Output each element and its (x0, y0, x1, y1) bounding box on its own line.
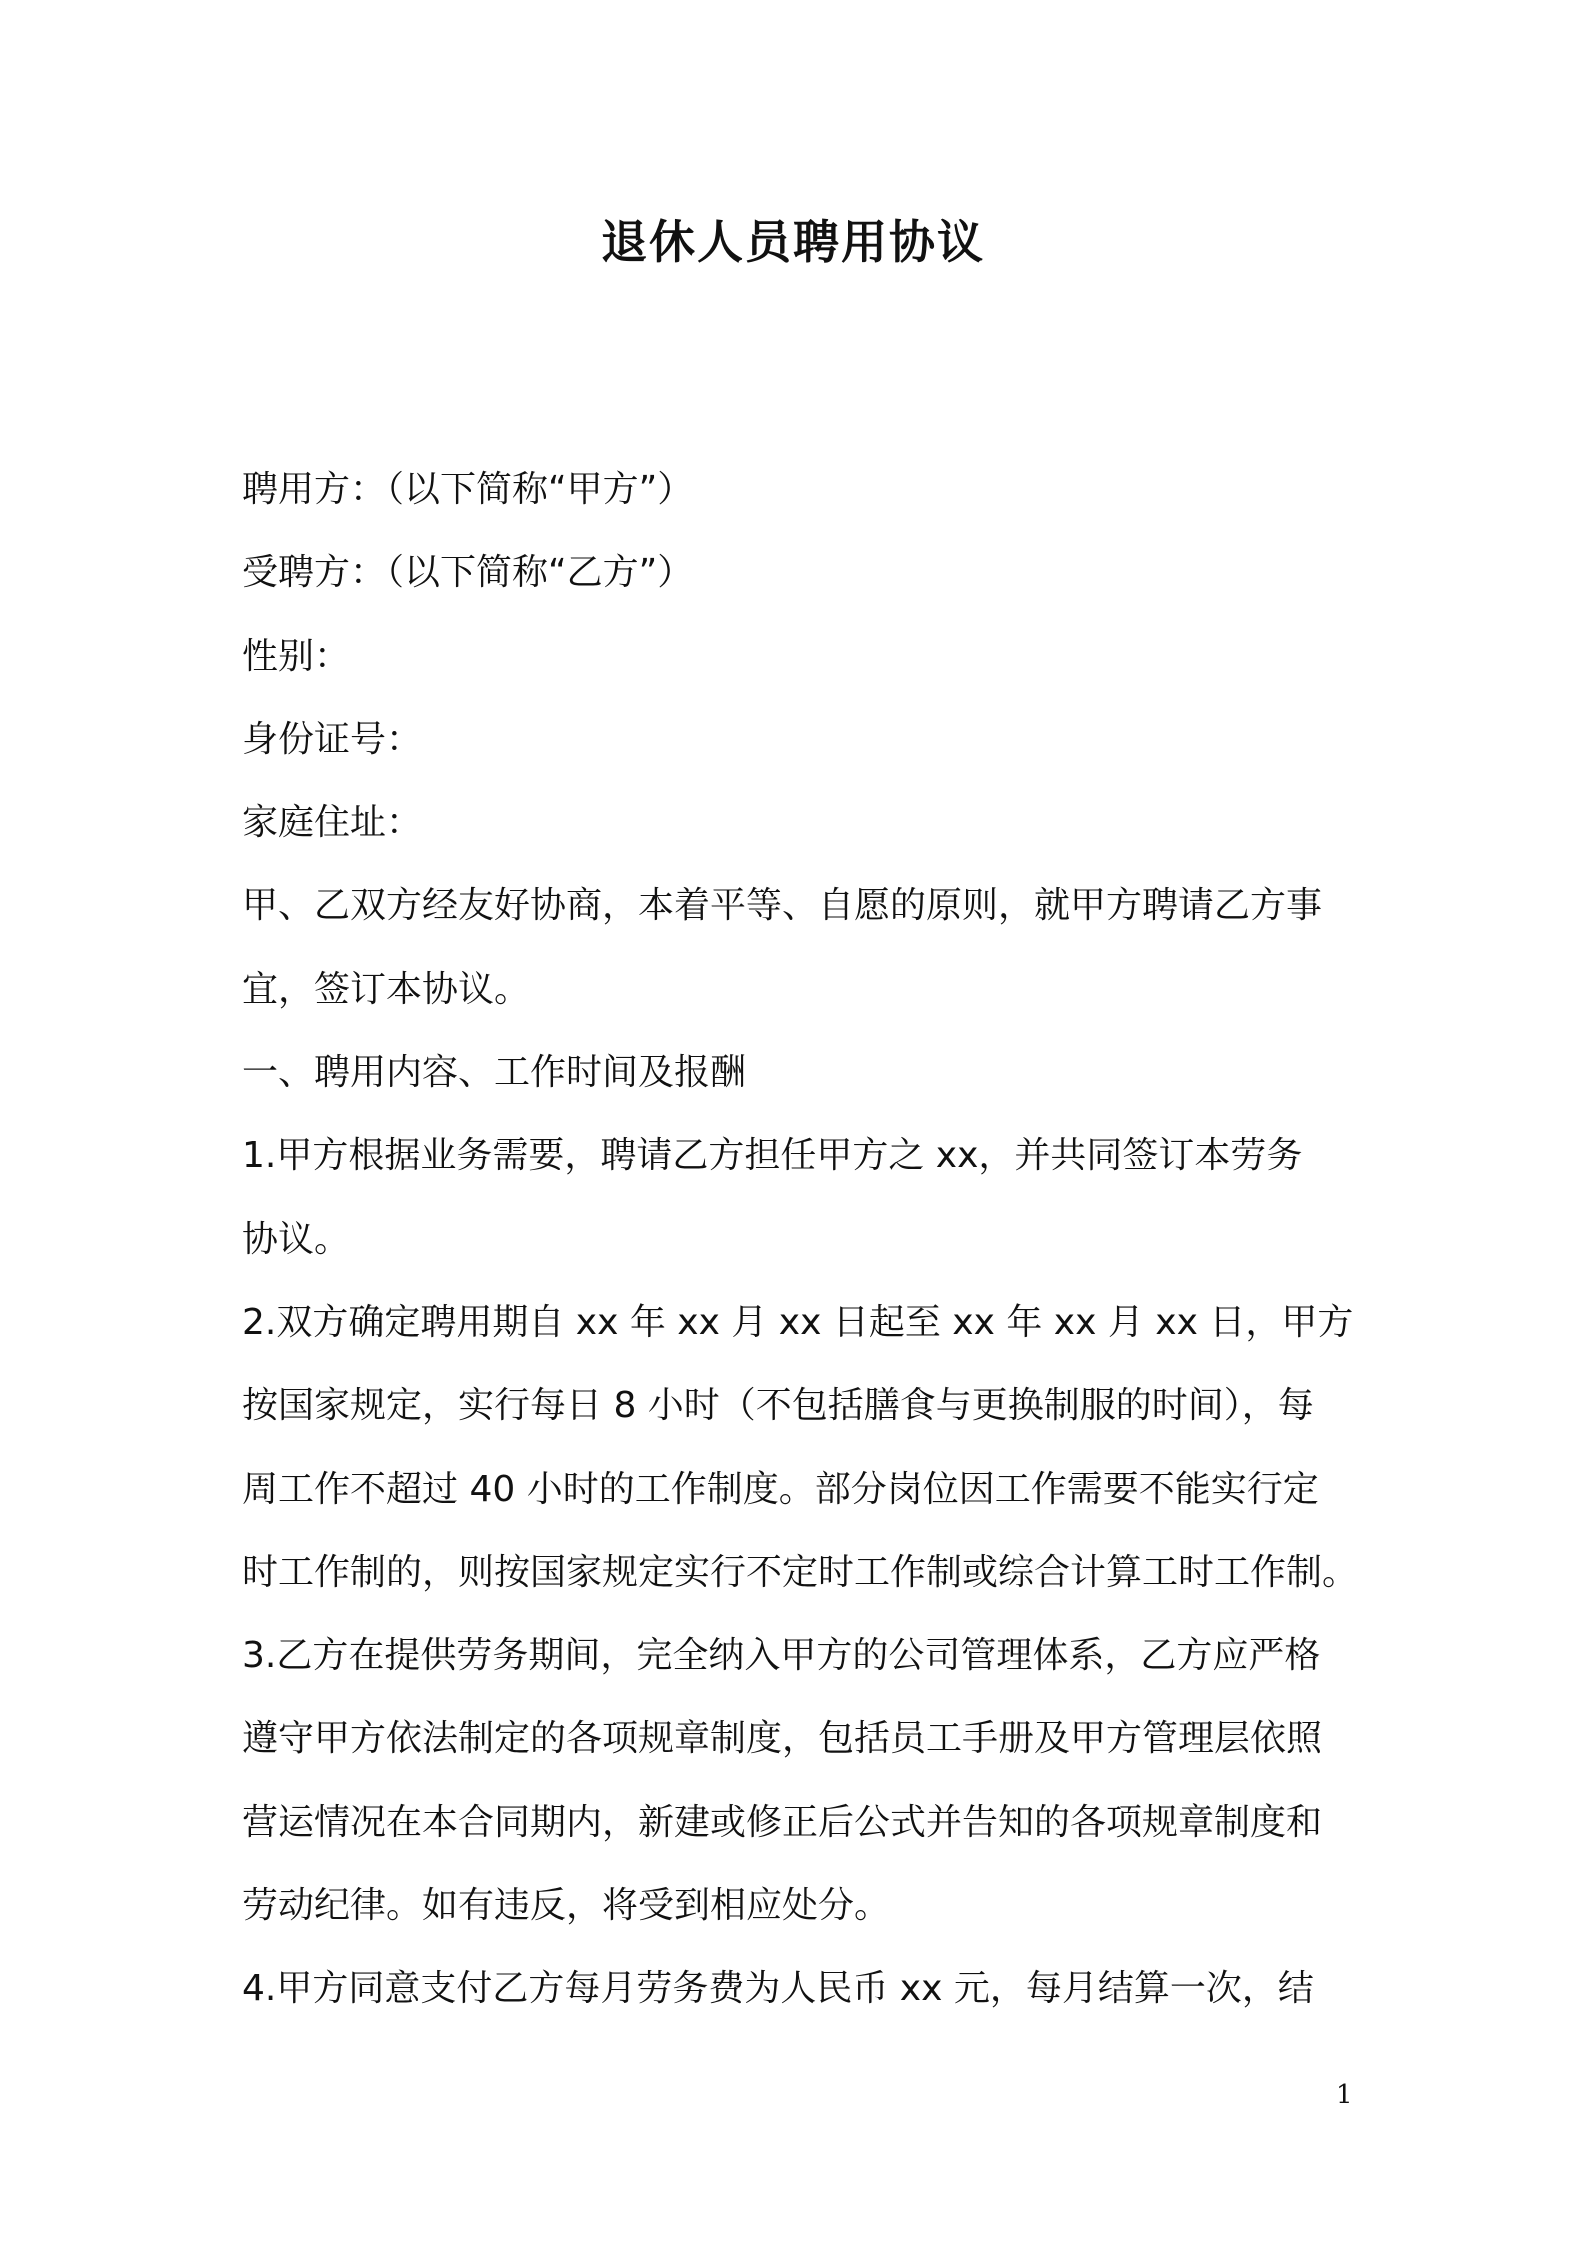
clause-line: 4.甲方同意支付乙方每月劳务费为人民币 xx 元，每月结算一次，结 (242, 1968, 1314, 2010)
clause-line: 时工作制的，则按国家规定实行不定时工作制或综合计算工时工作制。 (242, 1551, 1359, 1593)
clause-line: 按国家规定，实行每日 8 小时（不包括膳食与更换制服的时间），每 (242, 1385, 1314, 1427)
clause-line: 劳动纪律。如有违反，将受到相应处分。 (242, 1885, 891, 1927)
home-address-line: 家庭住址： (242, 802, 423, 844)
clause-line: 1.甲方根据业务需要，聘请乙方担任甲方之 xx，并共同签订本劳务 (242, 1135, 1303, 1177)
section-heading: 一、聘用内容、工作时间及报酬 (242, 1052, 747, 1094)
party-a-line: 聘用方：（以下简称“甲方”） (242, 469, 694, 510)
preamble-line: 宜，签订本协议。 (242, 968, 531, 1010)
clause-line: 协议。 (242, 1218, 351, 1260)
document-title: 退休人员聘用协议 (601, 215, 985, 269)
document-body (242, 448, 1364, 2031)
clause-line: 营运情况在本合同期内，新建或修正后公式并告知的各项规章制度和 (242, 1801, 1323, 1843)
id-number-line: 身份证号： (242, 718, 423, 760)
party-b-line: 受聘方：（以下简称“乙方”） (242, 552, 694, 594)
preamble-line: 甲、乙双方经友好协商，本着平等、自愿的原则，就甲方聘请乙方事 (242, 885, 1323, 927)
clause-line: 周工作不超过 40 小时的工作制度。部分岗位因工作需要不能实行定 (242, 1468, 1319, 1510)
clause-line: 遵守甲方依法制定的各项规章制度，包括员工手册及甲方管理层依照 (242, 1718, 1323, 1760)
gender-line: 性别： (242, 635, 351, 677)
clause-line: 2.双方确定聘用期自 xx 年 xx 月 xx 日起至 xx 年 xx 月 xx 日，甲方 (242, 1301, 1354, 1343)
clause-line: 3.乙方在提供劳务期间，完全纳入甲方的公司管理体系，乙方应严格 (242, 1635, 1321, 1677)
page-number: 1 (1336, 2080, 1353, 2110)
